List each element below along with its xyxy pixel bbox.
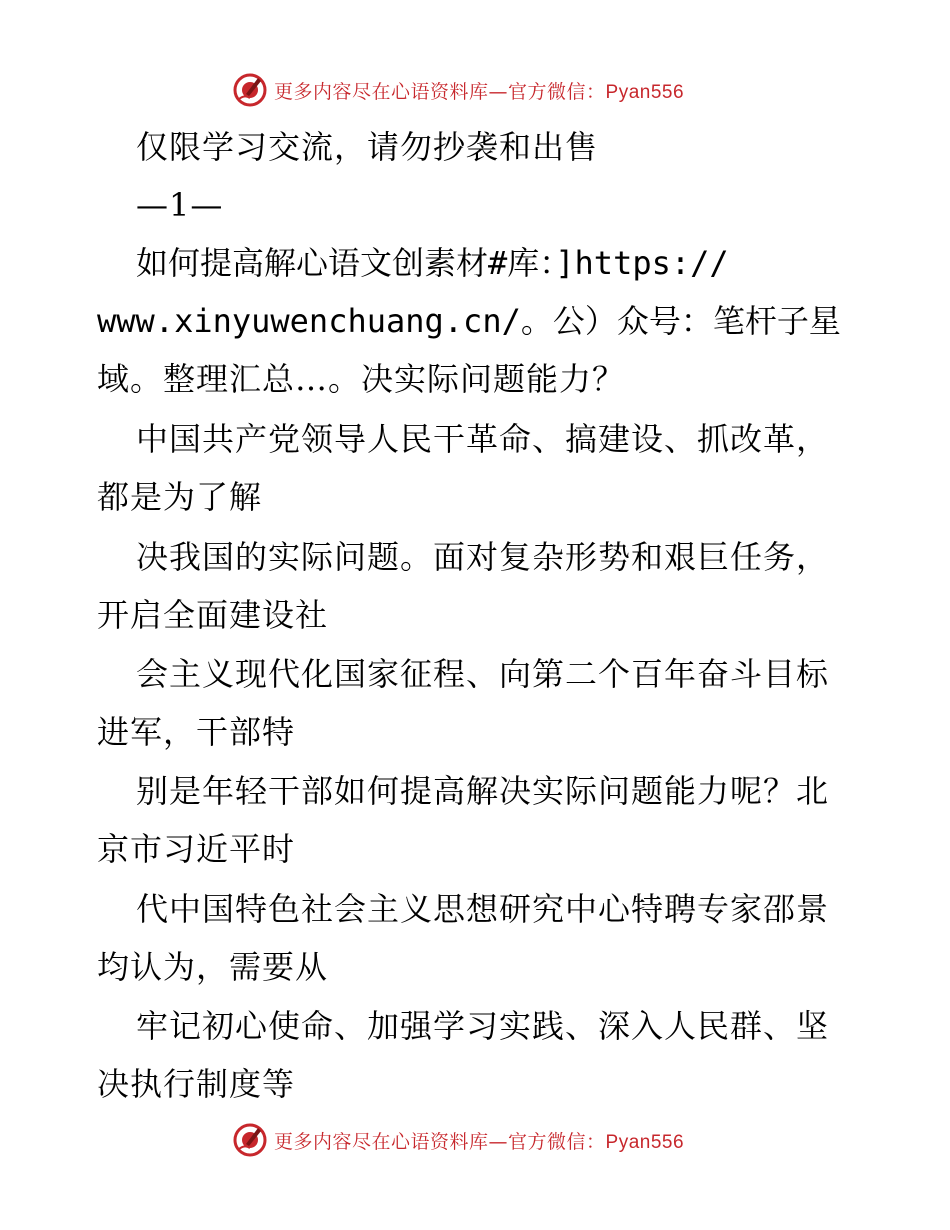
paragraph-line: 开启全面建设社 <box>97 596 329 634</box>
title-line-3: 域。整理汇总…。决实际问题能力？ <box>97 360 626 398</box>
watermark-separator: — <box>488 80 509 103</box>
watermark-site-text: 更多内容尽在心语资料库 <box>274 80 489 103</box>
paragraph-line: 代中国特色社会主义思想研究中心特聘专家邵景 <box>136 890 830 928</box>
title-line-2: www.xinyuwenchuang.cn/。公）众号：笔杆子星 <box>97 302 841 340</box>
paragraph-line: 会主义现代化国家征程、向第二个百年奋斗目标 <box>136 655 830 693</box>
title-line-1: 如何提高解心语文创素材#库：]https:// <box>136 244 729 282</box>
watermark-logo-icon <box>232 1122 268 1158</box>
paragraph-line: 别是年轻干部如何提高解决实际问题能力呢？北 <box>136 772 830 810</box>
paragraph-line: 牢记初心使命、加强学习实践、深入人民群、坚 <box>136 1007 830 1045</box>
paragraph-line: 决执行制度等 <box>97 1065 296 1103</box>
watermark-wechat-id: Pyan556 <box>605 1131 685 1153</box>
footer-watermark <box>232 1120 732 1160</box>
watermark-separator: — <box>488 1130 509 1153</box>
watermark-wechat-label: 官方微信： <box>508 1130 606 1153</box>
watermark-logo-icon <box>232 72 268 108</box>
paragraph-line: 进军，干部特 <box>97 713 296 751</box>
watermark-site-text: 更多内容尽在心语资料库 <box>274 1130 489 1153</box>
page-number: —1— <box>136 186 224 224</box>
watermark-wechat-label: 官方微信： <box>508 80 606 103</box>
paragraph-line: 决我国的实际问题。面对复杂形势和艰巨任务， <box>136 538 830 576</box>
paragraph-line: 都是为了解 <box>97 478 263 516</box>
watermark-wechat-id: Pyan556 <box>605 81 685 103</box>
notice-line: 仅限学习交流，请勿抄袭和出售 <box>136 128 599 166</box>
paragraph-line: 均认为，需要从 <box>97 948 329 986</box>
paragraph-line: 京市习近平时 <box>97 830 296 868</box>
paragraph-line: 中国共产党领导人民干革命、搞建设、抓改革， <box>136 420 830 458</box>
header-watermark <box>232 70 732 110</box>
